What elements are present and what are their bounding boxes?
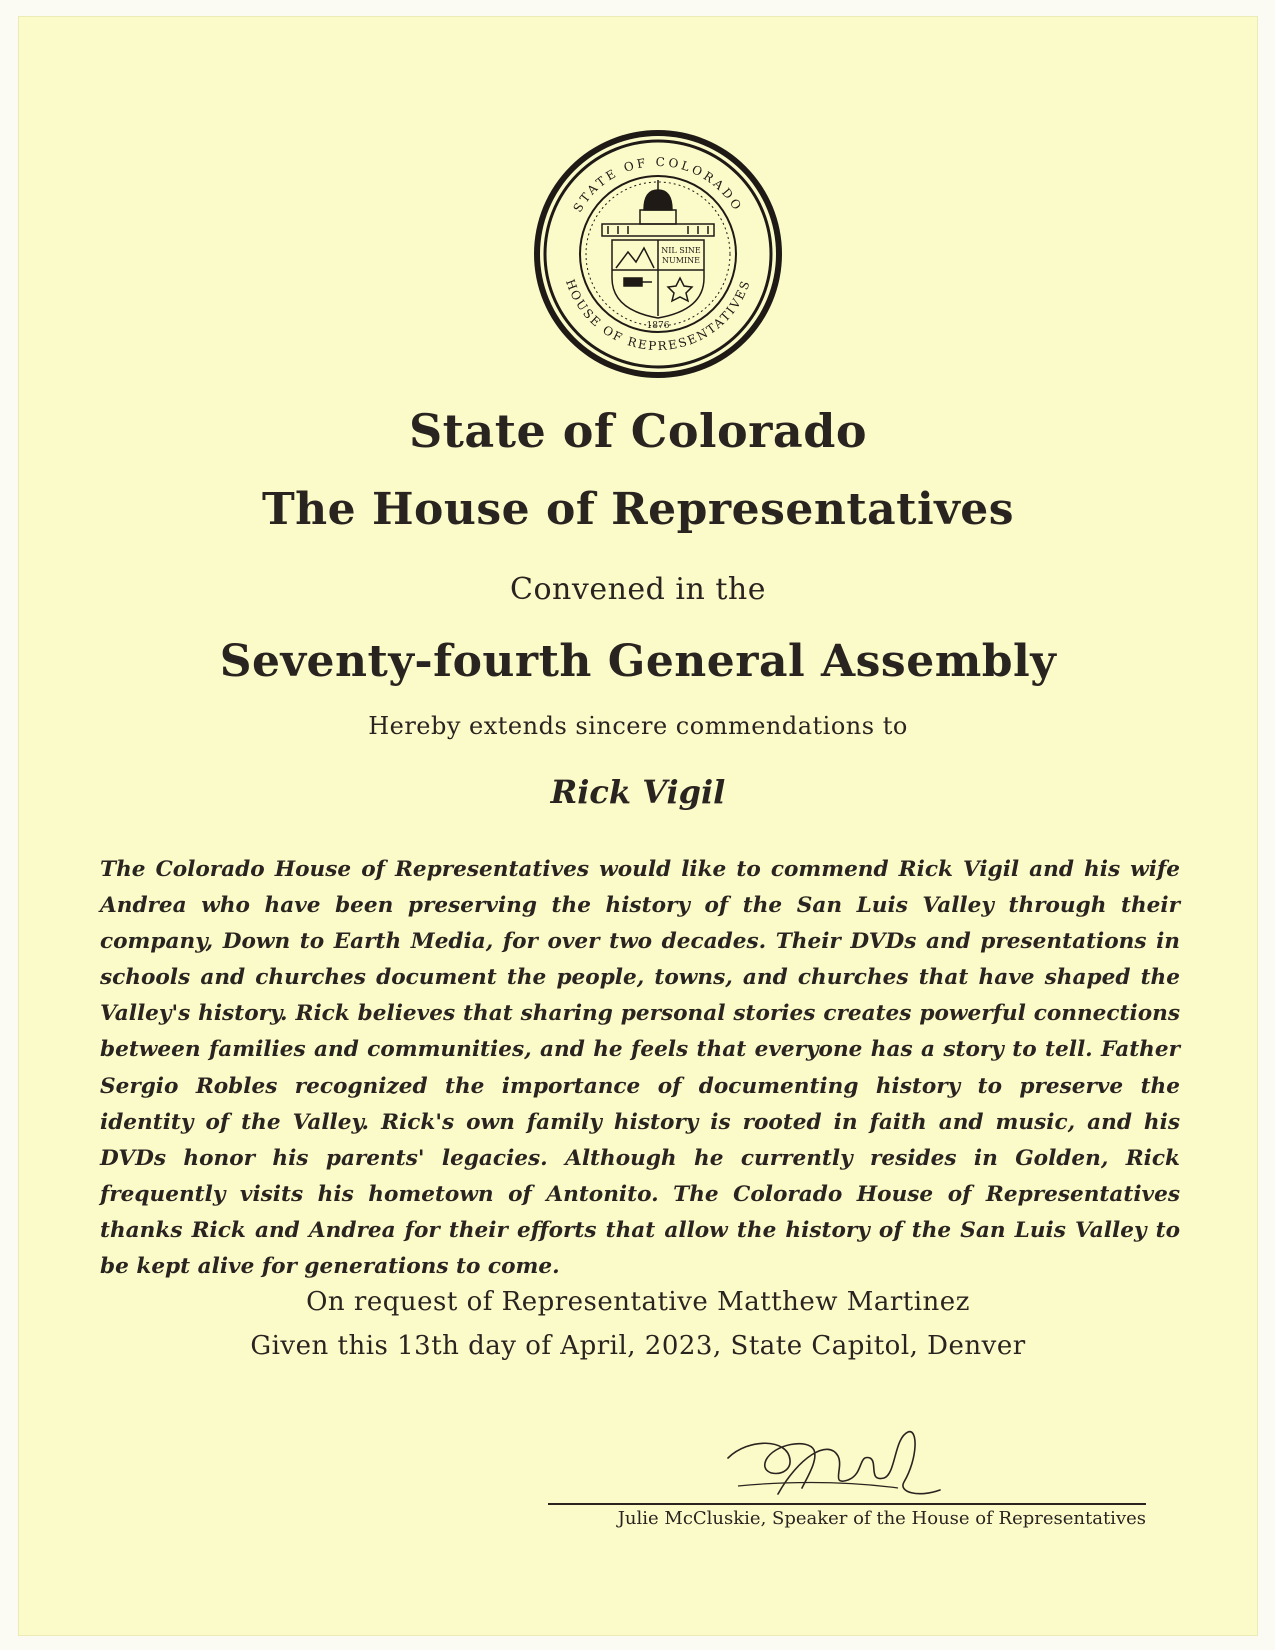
tribute-text: The Colorado House of Representatives would like to commend Rick Vigil and his wife Andrea who have been preserving the history of the San Luis Valley through their company, Down to Earth Media, for over two decades. Their DVDs and presentations in schools and churches document the people, towns, and churches that have shaped the Valley's history. Rick believes that sharing personal stories creates powerful connections between families and communities, and he feels that everyone has a story to tell. Father Sergio Robles recognized the importance of documenting history to preserve the identity of the Valley. Rick's own family history is rooted in faith and music, and his DVDs honor his parents' legacies. Although he currently resides in Golden, Rick frequently visits his hometown of Antonito. The Colorado House of Representatives thanks Rick and Andrea for their efforts that allow the history of the San Luis Valley to be kept alive for generations to come. <box>100 857 1180 1280</box>
seal-motto-line1: NIL SINE <box>661 246 701 255</box>
assembly-title: Seventy-fourth General Assembly <box>219 636 1057 687</box>
commendation-line: Hereby extends sincere commendations to <box>368 712 908 740</box>
given-line: Given this 13th day of April, 2023, State Capitol, Denver <box>250 1331 1026 1361</box>
seal-motto-line2: NUMINE <box>662 256 700 265</box>
convened-line: Convened in the <box>510 572 766 607</box>
certificate-page <box>18 16 1258 1636</box>
seal-year: 1876 <box>646 321 670 331</box>
house-seal <box>532 128 784 380</box>
seal-ring-top: STATE OF COLORADO <box>570 154 746 215</box>
signature-line <box>548 1503 1146 1505</box>
state-title: State of Colorado <box>408 404 868 458</box>
honoree-name: Rick Vigil <box>550 773 726 811</box>
signature-caption: Julie McCluskie, Speaker of the House of Representatives <box>617 1508 1146 1529</box>
chamber-title: The House of Representatives <box>261 484 1015 535</box>
speaker-signature <box>718 1398 958 1508</box>
seal-graphic <box>532 128 784 380</box>
seal-ring-bottom: HOUSE OF REPRESENTATIVES <box>562 277 754 354</box>
request-line: On request of Representative Matthew Martinez <box>306 1287 970 1317</box>
